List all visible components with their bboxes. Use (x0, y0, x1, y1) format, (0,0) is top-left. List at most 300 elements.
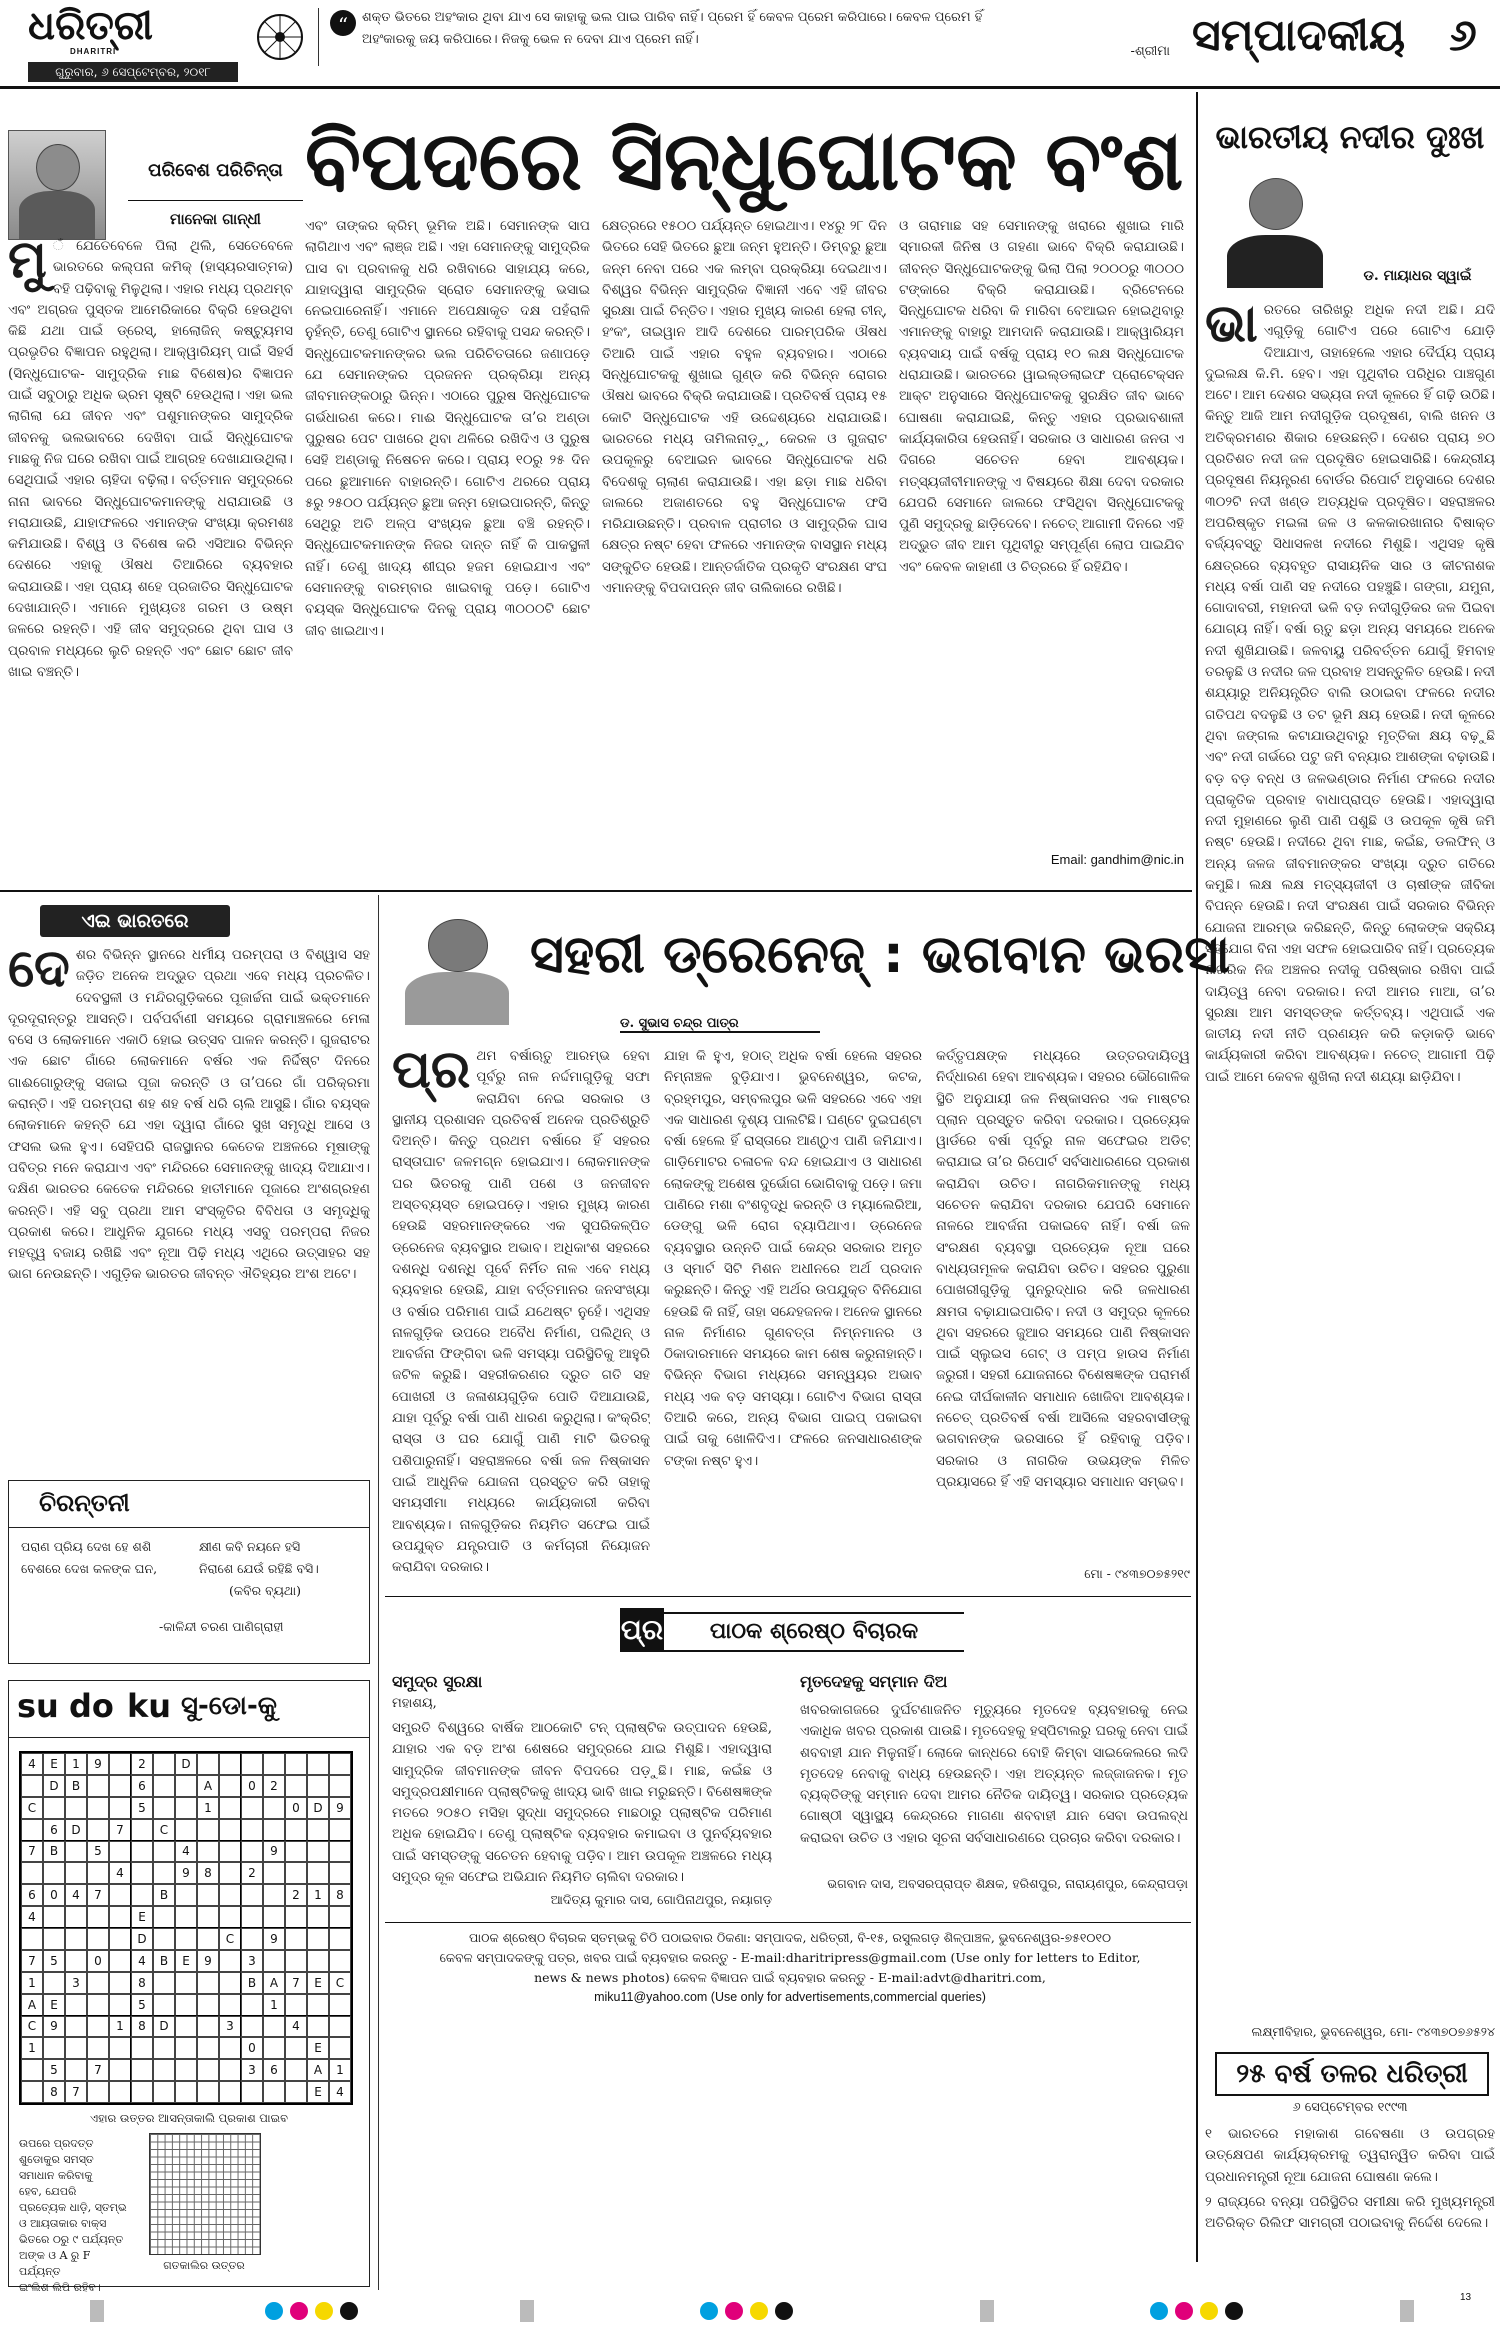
sudoku-cell[interactable] (329, 2037, 351, 2059)
sudoku-cell[interactable] (197, 2037, 219, 2059)
sudoku-cell[interactable]: C (219, 1928, 241, 1950)
sudoku-cell[interactable] (197, 1884, 219, 1906)
drainage-author: ଡ. ସୁଭାସ ଚନ୍ଦ୍ର ପାତ୍ର (620, 1016, 820, 1033)
sudoku-cell[interactable] (175, 2059, 197, 2081)
anniv-item-1-text: ୧ ଭାରତରେ ମହାକାଶ ଗବେଷଣା ଓ ଉପଗ୍ରହ ଉତ୍କ୍ଷେପଣ କାର୍ଯ୍ୟକ୍ରମକୁ ତ୍ୱରାନ୍ୱିତ କରିବା ପାଇଁ ପ୍ରଧାନମନ୍ତ୍ରୀ ନୂଆ ଯୋଜନା ଘୋଷଣା କଲେ। (1205, 2126, 1495, 2185)
sudoku-cell[interactable] (329, 1753, 351, 1775)
sudoku-cell[interactable]: 8 (131, 1972, 153, 1994)
sudoku-cell[interactable] (219, 1906, 241, 1928)
page-number: 13 (1460, 2292, 1472, 2303)
sudoku-cell[interactable] (109, 1775, 131, 1797)
sudoku-cell[interactable]: 5 (87, 1841, 109, 1863)
sudoku-cell[interactable] (307, 1928, 329, 1950)
drainage-col2-text: ଯାହା କି ହୁଏ, ହଠାତ୍ ଅଧିକ ବର୍ଷା ହେଲେ ସହରର ନିମ୍ନାଞ୍ଚଳ ବୁଡ଼ିଯାଏ। ଭୁବନେଶ୍ୱର, କଟକ, ବ୍ରହ୍ମପୁର, ସମ୍ବଲପୁର ଭଳି ସହରରେ ଏବେ ଏହା ଏକ ସାଧାରଣ ଦୃଶ୍ୟ ପାଲଟିଛି। ଘଣ୍ଟେ ଦୁଇଘଣ୍ଟା ବର୍ଷା ହେଲେ ହିଁ ରାସ୍ତାରେ ଆଣ୍ଠୁଏ ପାଣି ଜମିଯାଏ। ଗାଡ଼ିମୋଟର ଚଳାଚଳ ବନ୍ଦ ହୋଇଯାଏ ଓ ସାଧାରଣ ଲୋକଙ୍କୁ ଅଶେଷ ଦୁର୍ଭୋଗ ଭୋଗିବାକୁ ପଡ଼େ। ଜମା ପାଣିରେ ମଶା ବଂଶବୃଦ୍ଧି କରନ୍ତି ଓ ମ୍ୟାଲେରିଆ, ଡେଙ୍ଗୁ ଭଳି ରୋଗ ବ୍ୟାପିଥାଏ। ଡ୍ରେନେଜ ବ୍ୟବସ୍ଥାର ଉନ୍ନତି ପାଇଁ କେନ୍ଦ୍ର ସରକାର ଅମୃତ ଓ ସ୍ମାର୍ଟ ସିଟି ମିଶନ ଅଧୀନରେ ଅର୍ଥ ପ୍ରଦାନ କରୁଛନ୍ତି। କିନ୍ତୁ ଏହି ଅର୍ଥର ଉପଯୁକ୍ତ ବିନିଯୋଗ ହେଉଛି କି ନାହିଁ, ତାହା ସନ୍ଦେହଜନକ। ଅନେକ ସ୍ଥାନରେ ନାଳ ନିର୍ମାଣର ଗୁଣବତ୍ତା ନିମ୍ନମାନର ଓ ଠିକାଦାରମାନେ ସମୟରେ କାମ ଶେଷ କରୁନାହାନ୍ତି। ବିଭିନ୍ନ ବିଭାଗ ମଧ୍ୟରେ ସମନ୍ୱୟର ଅଭାବ ମଧ୍ୟ ଏକ ବଡ଼ ସମସ୍ୟା। ଗୋଟିଏ ବିଭାଗ ରାସ୍ତା ତିଆରି କରେ, ଅନ୍ୟ ବିଭାଗ ପାଇପ୍ ପକାଇବା ପାଇଁ ତାକୁ ଖୋଳିଦିଏ। ଫଳରେ ଜନସାଧାରଣଙ୍କ ଟଙ୍କା ନଷ୍ଟ ହୁଏ। (664, 1048, 922, 1469)
sudoku-cell[interactable]: D (175, 1753, 197, 1775)
sudoku-cell[interactable] (263, 1862, 285, 1884)
sudoku-cell[interactable] (131, 2081, 153, 2103)
sudoku-cell[interactable] (307, 1775, 329, 1797)
sudoku-cell[interactable]: A (307, 2059, 329, 2081)
ei-bharat-body (8, 945, 370, 1465)
sudoku-cell[interactable]: 4 (175, 1841, 197, 1863)
poem-right-3: (କବିର ବ୍ୟଥା) (229, 1583, 302, 1598)
sudoku-cell[interactable]: 3 (219, 2016, 241, 2038)
sudoku-cell[interactable]: B (241, 1972, 263, 1994)
sudoku-cell[interactable] (219, 1797, 241, 1819)
sudoku-cell[interactable] (219, 2081, 241, 2103)
sudoku-cell[interactable] (307, 1862, 329, 1884)
sudoku-cell[interactable] (329, 1819, 351, 1841)
sudoku-cell[interactable]: 8 (197, 1862, 219, 1884)
sudoku-cell[interactable] (219, 1972, 241, 1994)
sudoku-cell[interactable] (175, 1994, 197, 2016)
sudoku-cell[interactable] (109, 1950, 131, 1972)
sudoku-cell[interactable]: 9 (43, 2016, 65, 2038)
sudoku-cell[interactable]: 5 (43, 2059, 65, 2081)
newspaper-logo[interactable] (28, 4, 218, 52)
sudoku-cell[interactable] (153, 1862, 175, 1884)
sudoku-cell[interactable] (21, 2059, 43, 2081)
sudoku-cell[interactable] (109, 1906, 131, 1928)
letters-footer-4[interactable]: miku11@yahoo.com (Use only for advertisements,commercial queries) (594, 1990, 986, 2004)
sudoku-cell[interactable]: 9 (197, 1950, 219, 1972)
sudoku-rules (19, 2136, 129, 2296)
sudoku-cell[interactable]: B (153, 1950, 175, 1972)
sudoku-cell[interactable] (263, 1797, 285, 1819)
masthead-divider (318, 8, 319, 66)
quote-author: -ଶ୍ରୀମା (1130, 44, 1170, 59)
sudoku-cell[interactable] (307, 1841, 329, 1863)
page-folio: ୬ (1449, 10, 1477, 61)
sudoku-cell[interactable]: 2 (131, 1753, 153, 1775)
sudoku-cell[interactable] (153, 2037, 175, 2059)
poem-left-1: ପରାଣ ପ୍ରିୟ ଦେଖ ହେ ଶଶି (21, 1539, 152, 1554)
sudoku-cell[interactable] (153, 1797, 175, 1819)
sudoku-cell[interactable] (109, 2037, 131, 2059)
sudoku-cell[interactable]: 8 (43, 2081, 65, 2103)
sudoku-cell[interactable] (153, 1994, 175, 2016)
sudoku-cell[interactable]: 7 (285, 1972, 307, 1994)
sudoku-cell[interactable] (285, 1753, 307, 1775)
sudoku-cell[interactable] (87, 1797, 109, 1819)
black-swatch (340, 2302, 358, 2320)
sudoku-cell[interactable]: 5 (43, 1950, 65, 1972)
sudoku-cell[interactable] (175, 1797, 197, 1819)
sudoku-cell[interactable] (153, 1753, 175, 1775)
sudoku-cell[interactable]: D (153, 2016, 175, 2038)
sudoku-do: do (69, 1687, 114, 1725)
sudoku-cell[interactable] (153, 2059, 175, 2081)
sudoku-cell[interactable] (153, 1841, 175, 1863)
sudoku-cell[interactable] (285, 2081, 307, 2103)
sudoku-cell[interactable]: C (21, 2016, 43, 2038)
sudoku-cell[interactable]: 3 (241, 1950, 263, 1972)
sudoku-cell[interactable]: 4 (21, 1906, 43, 1928)
gray-block-2 (520, 2300, 534, 2322)
sudoku-title (9, 1681, 369, 1739)
sudoku-cell[interactable]: 6 (263, 2059, 285, 2081)
sudoku-cell[interactable] (285, 1841, 307, 1863)
quote-mark-icon: “ (330, 10, 356, 36)
sudoku-cell[interactable] (87, 1928, 109, 1950)
sudoku-cell[interactable] (285, 1994, 307, 2016)
sudoku-cell[interactable] (153, 1906, 175, 1928)
sudoku-cell[interactable] (197, 1819, 219, 1841)
sudoku-cell[interactable] (263, 1884, 285, 1906)
sudoku-cell[interactable] (175, 1906, 197, 1928)
sudoku-cell[interactable]: E (307, 2081, 329, 2103)
sudoku-cell[interactable]: 9 (87, 1753, 109, 1775)
sudoku-cell[interactable] (65, 1950, 87, 1972)
sudoku-cell[interactable]: B (43, 1841, 65, 1863)
sudoku-cell[interactable] (329, 1994, 351, 2016)
sudoku-cell[interactable] (219, 1841, 241, 1863)
sudoku-cell[interactable] (329, 1950, 351, 1972)
sudoku-cell[interactable]: E (131, 1906, 153, 1928)
poem-left-2: ବେଶରେ ଦେଖ କଳଙ୍କ ଘନ, (21, 1561, 158, 1576)
sudoku-cell[interactable]: 0 (241, 1775, 263, 1797)
sudoku-cell[interactable]: 1 (263, 1994, 285, 2016)
sudoku-cell[interactable] (241, 1906, 263, 1928)
drainage-column-3 (936, 1046, 1190, 1562)
sudoku-cell[interactable] (285, 1819, 307, 1841)
sudoku-cell[interactable] (263, 1819, 285, 1841)
ei-bharat-heading: ଏଇ ଭାରତରେ (40, 905, 230, 937)
sudoku-cell[interactable]: 0 (87, 1950, 109, 1972)
sudoku-cell[interactable] (87, 2037, 109, 2059)
author-rule (128, 200, 303, 201)
sudoku-cell[interactable]: A (21, 1994, 43, 2016)
sudoku-rule-line: ପ୍ରତ୍ୟେକ ଧାଡ଼ି, ସ୍ତମ୍ଭ (19, 2201, 127, 2214)
lead-column-3 (602, 216, 887, 886)
sudoku-rule-line: ହେବ, ଯେପରି (19, 2185, 77, 2198)
sudoku-cell[interactable] (329, 2016, 351, 2038)
sudoku-cell[interactable] (153, 1928, 175, 1950)
sudoku-cell[interactable] (175, 2081, 197, 2103)
sudoku-cell[interactable] (307, 1950, 329, 1972)
lead-column-1 (8, 236, 293, 886)
ei-bharat-text: ଶର ବିଭିନ୍ନ ସ୍ଥାନରେ ଧର୍ମୀୟ ପରମ୍ପରା ଓ ବିଶ୍ୱାସ ସହ ଜଡ଼ିତ ଅନେକ ଅଦ୍ଭୁତ ପ୍ରଥା ଏବେ ମଧ୍ୟ ପ୍ରଚଳିତ। ଦେବସ୍ଥଳୀ ଓ ମନ୍ଦିରଗୁଡ଼ିକରେ ପୂଜାର୍ଚ୍ଚନା ପାଇଁ ଭକ୍ତମାନେ ଦୂରଦୂରାନ୍ତରୁ ଆସନ୍ତି। ପର୍ବପର୍ବାଣୀ ସମୟରେ ଗ୍ରାମାଞ୍ଚଳରେ ମେଳା ବସେ ଓ ଲୋକମାନେ ଏକାଠି ହୋଇ ଉତ୍ସବ ପାଳନ କରନ୍ତି। ଗୁଜରାଟର ଏକ ଛୋଟ ଗାଁରେ ଲୋକମାନେ ବର୍ଷର ଏକ ନିର୍ଦ୍ଦିଷ୍ଟ ଦିନରେ ଗାଈଗୋରୁଙ୍କୁ ସଜାଇ ପୂଜା କରନ୍ତି ଓ ତା’ପରେ ଗାଁ ପରିକ୍ରମା କରାନ୍ତି। ଏହି ପରମ୍ପରା ଶହ ଶହ ବର୍ଷ ଧରି ଚାଲି ଆସୁଛି। ଗାଁର ବୟସ୍କ ଲୋକମାନେ କହନ୍ତି ଯେ ଏହା ଦ୍ୱାରା ଗାଁରେ ସୁଖ ସମୃଦ୍ଧି ଆସେ ଓ ଫସଲ ଭଲ ହୁଏ। ସେହିପରି ରାଜସ୍ଥାନର କେତେକ ଅଞ୍ଚଳରେ ମୂଷାଙ୍କୁ ପବିତ୍ର ମନେ କରାଯାଏ ଏବଂ ମନ୍ଦିରରେ ସେମାନଙ୍କୁ ଖାଦ୍ୟ ଦିଆଯାଏ। ଦକ୍ଷିଣ ଭାରତର କେତେକ ମନ୍ଦିରରେ ହାତୀମାନେ ପୂଜାରେ ଅଂଶଗ୍ରହଣ କରନ୍ତି। ଏହି ସବୁ ପ୍ରଥା ଆମ ସଂସ୍କୃତିର ବିବିଧତା ଓ ସମୃଦ୍ଧିକୁ ପ୍ରକାଶ କରେ। ଆଧୁନିକ ଯୁଗରେ ମଧ୍ୟ ଏସବୁ ପରମ୍ପରା ନିଜର ମହତ୍ତ୍ୱ ବଜାୟ ରଖିଛି ଏବଂ ନୂଆ ପିଢ଼ି ମଧ୍ୟ ଏଥିରେ ଉତ୍ସାହର ସହ ଭାଗ ନେଉଛନ୍ତି। ଏଗୁଡ଼ିକ ଭାରତର ଜୀବନ୍ତ ଐତିହ୍ୟର ଅଂଶ ଅଟେ। (8, 947, 370, 1283)
sudoku-cell[interactable]: A (197, 1775, 219, 1797)
sudoku-cell[interactable] (87, 1906, 109, 1928)
lead-bottom-rule (0, 890, 1192, 892)
sudoku-cell[interactable] (307, 1753, 329, 1775)
sudoku-cell[interactable] (329, 1906, 351, 1928)
sudoku-cell[interactable]: 6 (43, 1819, 65, 1841)
sudoku-cell[interactable]: 1 (197, 1797, 219, 1819)
yellow-swatch-3 (1200, 2302, 1218, 2320)
sudoku-cell[interactable]: E (307, 2037, 329, 2059)
sudoku-cell[interactable]: 1 (109, 2016, 131, 2038)
sudoku-cell[interactable] (219, 2059, 241, 2081)
sudoku-cell[interactable]: 4 (285, 2016, 307, 2038)
sudoku-cell[interactable] (87, 1775, 109, 1797)
drainage-author-photo (392, 905, 522, 1025)
sudoku-cell[interactable] (241, 1819, 263, 1841)
sudoku-cell[interactable]: D (65, 1819, 87, 1841)
sudoku-cell[interactable] (263, 2016, 285, 2038)
sudoku-cell[interactable] (109, 2059, 131, 2081)
sudoku-cell[interactable] (153, 1775, 175, 1797)
sudoku-cell[interactable] (175, 1819, 197, 1841)
sudoku-rule-line: ସମାଧାନ କରିବାକୁ (19, 2169, 93, 2182)
sudoku-cell[interactable] (219, 1862, 241, 1884)
sudoku-cell[interactable] (109, 1994, 131, 2016)
sudoku-cell[interactable]: D (43, 1775, 65, 1797)
sudoku-cell[interactable] (21, 1775, 43, 1797)
sudoku-cell[interactable] (285, 1862, 307, 1884)
sudoku-cell[interactable] (285, 1775, 307, 1797)
sudoku-cell[interactable] (65, 1862, 87, 1884)
sudoku-rule-line: ଇଂଲିଶ ଲିପି ରହିବ। (19, 2281, 101, 2294)
sudoku-cell[interactable]: 9 (263, 1841, 285, 1863)
sudoku-cell[interactable]: 7 (109, 1819, 131, 1841)
sudoku-cell[interactable] (109, 1928, 131, 1950)
sudoku-cell[interactable]: 2 (241, 1862, 263, 1884)
sudoku-cell[interactable] (131, 1841, 153, 1863)
sudoku-cell[interactable]: 1 (329, 2059, 351, 2081)
sudoku-cell[interactable]: 9 (175, 1862, 197, 1884)
sudoku-cell[interactable] (241, 1928, 263, 1950)
sudoku-cell[interactable]: 4 (109, 1862, 131, 1884)
sudoku-cell[interactable]: 7 (21, 1841, 43, 1863)
sudoku-cell[interactable]: B (153, 1884, 175, 1906)
sudoku-cell[interactable] (21, 2081, 43, 2103)
sudoku-cell[interactable] (65, 2016, 87, 2038)
sudoku-cell[interactable] (285, 1928, 307, 1950)
sudoku-cell[interactable]: 1 (21, 2037, 43, 2059)
sudoku-cell[interactable]: 1 (307, 1884, 329, 1906)
sudoku-cell[interactable]: C (21, 1797, 43, 1819)
sudoku-cell[interactable] (197, 2081, 219, 2103)
river-body-text: ରତରେ ତାରିଖରୁ ଅଧିକ ନଦୀ ଅଛି। ଯଦି ଏଗୁଡ଼ିକୁ ଗୋଟିଏ ପରେ ଗୋଟିଏ ଯୋଡ଼ି ଦିଆଯାଏ, ତାହାହେଲେ ଏହାର ଦୈର୍ଘ୍ୟ ପ୍ରାୟ ଦୁଇଲକ୍ଷ କି.ମି. ହେବ। ଏହା ପୃଥିବୀର ପରିଧିର ପାଞ୍ଚଗୁଣ ଅଟେ। ଆମ ଦେଶର ସଭ୍ୟତା ନଦୀ କୂଳରେ ହିଁ ଗଢ଼ି ଉଠିଛି। କିନ୍ତୁ ଆଜି ଆମ ନଦୀଗୁଡ଼ିକ ପ୍ରଦୂଷଣ, ବାଲି ଖନନ ଓ ଅତିକ୍ରମଣର ଶିକାର ହେଉଛନ୍ତି। ଦେଶର ପ୍ରାୟ ୭୦ ପ୍ରତିଶତ ନଦୀ ଜଳ ପ୍ରଦୂଷିତ ହୋଇସାରିଛି। କେନ୍ଦ୍ରୀୟ ପ୍ରଦୂଷଣ ନିୟନ୍ତ୍ରଣ ବୋର୍ଡର ରିପୋର୍ଟ ଅନୁସାରେ ଦେଶର ୩୦୨ଟି ନଦୀ ଖଣ୍ଡ ଅତ୍ୟଧିକ ପ୍ରଦୂଷିତ। ସହରାଞ୍ଚଳର ଅପରିଷ୍କୃତ ମଇଳା ଜଳ ଓ କଳକାରଖାନାର ବିଷାକ୍ତ ବର୍ଜ୍ୟବସ୍ତୁ ସିଧାସଳଖ ନଦୀରେ ମିଶୁଛି। ଏଥିସହ କୃଷି କ୍ଷେତ୍ରରେ ବ୍ୟବହୃତ ରାସାୟନିକ ସାର ଓ କୀଟନାଶକ ମଧ୍ୟ ବର୍ଷା ପାଣି ସହ ନଦୀରେ ପହଞ୍ଚୁଛି। ଗଙ୍ଗା, ଯମୁନା, ଗୋଦାବରୀ, ମହାନଦୀ ଭଳି ବଡ଼ ନଦୀଗୁଡ଼ିକର ଜଳ ପିଇବା ଯୋଗ୍ୟ ନାହିଁ। ବର୍ଷା ଋତୁ ଛଡ଼ା ଅନ୍ୟ ସମୟରେ ଅନେକ ନଦୀ ଶୁଖିଯାଉଛି। ଜଳବାୟୁ ପରିବର୍ତ୍ତନ ଯୋଗୁଁ ହିମବାହ ତରଳୁଛି ଓ ନଦୀର ଜଳ ପ୍ରବାହ ଅସନ୍ତୁଳିତ ହେଉଛି। ନଦୀ ଶଯ୍ୟାରୁ ଅନିୟନ୍ତ୍ରିତ ବାଲି ଉଠାଇବା ଫଳରେ ନଦୀର ଗତିପଥ ବଦଳୁଛି ଓ ତଟ ଭୂମି କ୍ଷୟ ହେଉଛି। ନଦୀ କୂଳରେ ଥିବା ଜଙ୍ଗଲ କଟାଯାଉଥିବାରୁ ମୃତ୍ତିକା କ୍ଷୟ ବଢ଼ୁଛି ଏବଂ ନଦୀ ଗର୍ଭରେ ପଟୁ ଜମି ବନ୍ୟାର ଆଶଙ୍କା ବଢ଼ାଉଛି। ବଡ଼ ବଡ଼ ବନ୍ଧ ଓ ଜଳଭଣ୍ଡାର ନିର୍ମାଣ ଫଳରେ ନଦୀର ପ୍ରାକୃତିକ ପ୍ରବାହ ବାଧାପ୍ରାପ୍ତ ହେଉଛି। ଏହାଦ୍ୱାରା ନଦୀ ମୁହାଣରେ ଲୁଣି ପାଣି ପଶୁଛି ଓ ଉପକୂଳ କୃଷି ଜମି ନଷ୍ଟ ହେଉଛି। ନଦୀରେ ଥିବା ମାଛ, କଇଁଛ, ଡଲଫିନ୍ ଓ ଅନ୍ୟ ଜଳଜ ଜୀବମାନଙ୍କର ସଂଖ୍ୟା ଦ୍ରୁତ ଗତିରେ କମୁଛି। ଲକ୍ଷ ଲକ୍ଷ ମତ୍ସ୍ୟଜୀବୀ ଓ ଚାଷୀଙ୍କ ଜୀବିକା ବିପନ୍ନ ହେଉଛି। ନଦୀ ସଂରକ୍ଷଣ ପାଇଁ ସରକାର ବିଭିନ୍ନ ଯୋଜନା ଆରମ୍ଭ କରିଛନ୍ତି, କିନ୍ତୁ ଲୋକଙ୍କ ସକ୍ରିୟ ସହଯୋଗ ବିନା ଏହା ସଫଳ ହୋଇପାରିବ ନାହିଁ। ପ୍ରତ୍ୟେକ ନାଗରିକ ନିଜ ଅଞ୍ଚଳର ନଦୀକୁ ପରିଷ୍କାର ରଖିବା ପାଇଁ ଦାୟିତ୍ୱ ନେବା ଦରକାର। ନଦୀ ଆମର ମାଆ, ତା’ର ସୁରକ୍ଷା ଆମ ସମସ୍ତଙ୍କ କର୍ତ୍ତବ୍ୟ। ଏଥିପାଇଁ ଏକ ଜାତୀୟ ନଦୀ ନୀତି ପ୍ରଣୟନ କରି କଡ଼ାକଡ଼ି ଭାବେ କାର୍ଯ୍ୟକାରୀ କରିବା ଆବଶ୍ୟକ। ନଚେତ୍ ଆଗାମୀ ପିଢ଼ି ପାଇଁ ଆମେ କେବଳ ଶୁଖିଲା ନଦୀ ଶଯ୍ୟା ଛାଡ଼ିଯିବା। (1205, 302, 1495, 1085)
ei-bharat-dropcap: ଦେ (8, 945, 70, 999)
sudoku-cell[interactable] (175, 1775, 197, 1797)
sudoku-cell[interactable]: 5 (131, 1797, 153, 1819)
sudoku-cell[interactable]: 4 (329, 2081, 351, 2103)
sudoku-cell[interactable] (219, 1819, 241, 1841)
magenta-swatch-3 (1175, 2302, 1193, 2320)
sudoku-cell[interactable] (87, 1994, 109, 2016)
sudoku-cell[interactable]: E (43, 1994, 65, 2016)
letters-footer-3[interactable]: news & news photos) କେବଳ ବିଜ୍ଞାପନ ପାଇଁ ବ୍ୟବହାର କରନ୍ତୁ - E-mail:advt@dharitri.com, (534, 1970, 1046, 1985)
sudoku-cell[interactable] (197, 2016, 219, 2038)
anniv-title: ୨୫ ବର୍ଷ ତଳର ଧରିତ୍ରୀ (1215, 2052, 1489, 2096)
river-headline: ଭାରତୀୟ ନଦୀର ଦୁଃଖ (1215, 118, 1485, 156)
sudoku-cell[interactable] (87, 2016, 109, 2038)
sudoku-cell[interactable] (153, 2081, 175, 2103)
sudoku-grid[interactable] (19, 1751, 353, 2105)
sudoku-cell[interactable]: 2 (285, 1884, 307, 1906)
sudoku-cell[interactable] (219, 1775, 241, 1797)
gray-block-1 (90, 2300, 104, 2322)
sudoku-cell[interactable] (131, 1884, 153, 1906)
sudoku-cell[interactable] (263, 2037, 285, 2059)
sudoku-cell[interactable] (109, 1884, 131, 1906)
sudoku-cell[interactable]: 6 (131, 1775, 153, 1797)
lead-col2-text: ଏବଂ ତାଙ୍କର କ୍ରିମ୍ ଭୂମିକ ଅଛି। ସେମାନଙ୍କ ସାପ ଲାଗିଥାଏ ଏବଂ ଲାଞ୍ଜ ଅଛି। ଏହା ସେମାନଙ୍କୁ ସାମୁଦ୍ରିକ ଘାସ ବା ପ୍ରବାଳକୁ ଧରି ରଖିବାରେ ସାହାଯ୍ୟ କରେ, ଯାହାଦ୍ୱାରା ସାମୁଦ୍ରିକ ସ୍ରୋତ ସେମାନଙ୍କୁ ଭସାଇ ନେଇପାରେନାହିଁ। ଏମାନେ ଅପେକ୍ଷାକୃତ ଦକ୍ଷ ପହଁରାଳି ନୁହଁନ୍ତି, ତେଣୁ ଗୋଟିଏ ସ୍ଥାନରେ ରହିବାକୁ ପସନ୍ଦ କରନ୍ତି। ସିନ୍ଧୁଘୋଟକମାନଙ୍କର ଭଲ ପରିଚିତତାରେ ଜଣାପଡ଼େ ଯେ ସେମାନଙ୍କର ପ୍ରଜନନ ପ୍ରକ୍ରିୟା ଅନ୍ୟ ଜୀବମାନଙ୍କଠାରୁ ଭିନ୍ନ। ଏଠାରେ ପୁରୁଷ ସିନ୍ଧୁଘୋଟକ ଗର୍ଭଧାରଣ କରେ। ମାଈ ସିନ୍ଧୁଘୋଟକ ତା’ର ଅଣ୍ଡା ପୁରୁଷର ପେଟ ପାଖରେ ଥିବା ଥଳିରେ ରଖିଦିଏ ଓ ପୁରୁଷ ସେହି ଅଣ୍ଡାକୁ ନିଷେଚନ କରେ। ପ୍ରାୟ ୧୦ରୁ ୨୫ ଦିନ ପରେ ଛୁଆମାନେ ବାହାରନ୍ତି। ଗୋଟିଏ ଥରରେ ପ୍ରାୟ ୫ରୁ ୨୫୦୦ ପର୍ଯ୍ୟନ୍ତ ଛୁଆ ଜନ୍ମ ହୋଇପାରନ୍ତି, କିନ୍ତୁ ସେଥିରୁ ଅତି ଅଳ୍ପ ସଂଖ୍ୟକ ଛୁଆ ବଞ୍ଚି ରହନ୍ତି। ସିନ୍ଧୁଘୋଟକମାନଙ୍କ ନିଜର ଦାନ୍ତ ନାହିଁ କି ପାକସ୍ଥଳୀ ନାହିଁ। ତେଣୁ ଖାଦ୍ୟ ଶୀଘ୍ର ହଜମ ହୋଇଯାଏ ଏବଂ ସେମାନଙ୍କୁ ବାରମ୍ବାର ଖାଇବାକୁ ପଡ଼େ। ଗୋଟିଏ ବୟସ୍କ ସିନ୍ଧୁଘୋଟକ ଦିନକୁ ପ୍ରାୟ ୩୦୦୦ଟି ଛୋଟ ଜୀବ ଖାଇଥାଏ। (305, 218, 590, 639)
sudoku-cell[interactable] (219, 2037, 241, 2059)
sudoku-cell[interactable]: D (307, 1797, 329, 1819)
river-author: ଡ. ମାୟାଧର ସ୍ୱାଇଁ (1363, 268, 1472, 284)
sudoku-cell[interactable] (307, 1906, 329, 1928)
sudoku-cell[interactable] (219, 1994, 241, 2016)
chirantani-rule (9, 1527, 369, 1528)
sudoku-cell[interactable]: 9 (263, 1928, 285, 1950)
sudoku-cell[interactable]: 4 (131, 1950, 153, 1972)
sudoku-cell[interactable]: 7 (87, 2059, 109, 2081)
sudoku-cell[interactable] (241, 1797, 263, 1819)
sudoku-cell[interactable]: 6 (21, 1884, 43, 1906)
lead-email[interactable]: Email: gandhim@nic.in (1050, 852, 1184, 867)
sudoku-cell[interactable] (109, 1797, 131, 1819)
sudoku-cell[interactable] (87, 1972, 109, 1994)
sudoku-ku: ku (127, 1687, 172, 1725)
drainage-col3-text: କର୍ତ୍ତୃପକ୍ଷଙ୍କ ମଧ୍ୟରେ ଉତ୍ତରଦାୟିତ୍ୱ ନିର୍ଦ୍ଧାରଣ ହେବା ଆବଶ୍ୟକ। ସହରର ଭୌଗୋଳିକ ସ୍ଥିତି ଅନୁଯାୟୀ ଜଳ ନିଷ୍କାସନର ଏକ ମାଷ୍ଟର ପ୍ଲାନ ପ୍ରସ୍ତୁତ କରିବା ଦରକାର। ପ୍ରତ୍ୟେକ ୱାର୍ଡରେ ବର୍ଷା ପୂର୍ବରୁ ନାଳ ସଫେଇର ଅଡିଟ୍ କରାଯାଇ ତା’ର ରିପୋର୍ଟ ସର୍ବସାଧାରଣରେ ପ୍ରକାଶ କରାଯିବା ଉଚିତ। ନାଗରିକମାନଙ୍କୁ ମଧ୍ୟ ସଚେତନ କରାଯିବା ଦରକାର ଯେପରି ସେମାନେ ନାଳରେ ଆବର୍ଜନା ପକାଇବେ ନାହିଁ। ବର୍ଷା ଜଳ ସଂରକ୍ଷଣ ବ୍ୟବସ୍ଥା ପ୍ରତ୍ୟେକ ନୂଆ ଘରେ ବାଧ୍ୟତାମୂଳକ କରାଯିବା ଉଚିତ। ସହରର ପୁରୁଣା ପୋଖରୀଗୁଡ଼ିକୁ ପୁନରୁଦ୍ଧାର କରି ଜଳଧାରଣ କ୍ଷମତା ବଢ଼ାଯାଇପାରିବ। ନଦୀ ଓ ସମୁଦ୍ର କୂଳରେ ଥିବା ସହରରେ ଜୁଆର ସମୟରେ ପାଣି ନିଷ୍କାସନ ପାଇଁ ସ୍ଲୁଇସ ଗେଟ୍ ଓ ପମ୍ପ ହାଉସ ନିର୍ମାଣ ଜରୁରୀ। ସହରୀ ଯୋଜନାରେ ବିଶେଷଜ୍ଞଙ୍କ ପରାମର୍ଶ ନେଇ ଦୀର୍ଘକାଳୀନ ସମାଧାନ ଖୋଜିବା ଆବଶ୍ୟକ। ନଚେତ୍ ପ୍ରତିବର୍ଷ ବର୍ଷା ଆସିଲେ ସହରବାସୀଙ୍କୁ ଭଗବାନଙ୍କ ଭରସାରେ ହିଁ ରହିବାକୁ ପଡ଼ିବ। ସରକାର ଓ ନାଗରିକ ଉଭୟଙ୍କ ମିଳିତ ପ୍ରୟାସରେ ହିଁ ଏହି ସମସ୍ୟାର ସମାଧାନ ସମ୍ଭବ। (936, 1048, 1190, 1490)
sudoku-cell[interactable] (87, 1862, 109, 1884)
sudoku-cell[interactable] (219, 1950, 241, 1972)
sudoku-cell[interactable]: 7 (87, 1884, 109, 1906)
sudoku-cell[interactable] (175, 2016, 197, 2038)
sudoku-cell[interactable] (43, 1928, 65, 1950)
sudoku-cell[interactable]: B (65, 1775, 87, 1797)
sudoku-cell[interactable] (109, 2081, 131, 2103)
sudoku-cell[interactable]: 7 (21, 1950, 43, 1972)
sudoku-cell[interactable] (307, 1819, 329, 1841)
sudoku-cell[interactable] (263, 1753, 285, 1775)
sudoku-cell[interactable] (109, 1841, 131, 1863)
sudoku-cell[interactable] (21, 1928, 43, 1950)
sudoku-cell[interactable]: 1 (21, 1972, 43, 1994)
sudoku-cell[interactable] (131, 2037, 153, 2059)
sudoku-cell[interactable]: 1 (65, 1753, 87, 1775)
cyan-swatch-2 (700, 2302, 718, 2320)
sudoku-cell[interactable] (197, 1928, 219, 1950)
sudoku-cell[interactable] (109, 1753, 131, 1775)
sudoku-cell[interactable] (131, 1819, 153, 1841)
sudoku-cell[interactable] (175, 2037, 197, 2059)
sudoku-cell[interactable] (43, 2037, 65, 2059)
sudoku-cell[interactable] (197, 1906, 219, 1928)
sudoku-cell[interactable] (87, 2081, 109, 2103)
sudoku-cell[interactable] (131, 1862, 153, 1884)
sudoku-cell[interactable] (263, 1950, 285, 1972)
sudoku-cell[interactable] (329, 1841, 351, 1863)
chirantani-heading: ଚିରନ୍ତନୀ (39, 1489, 130, 1517)
sudoku-cell[interactable] (65, 1841, 87, 1863)
sudoku-cell[interactable] (307, 1994, 329, 2016)
sudoku-cell[interactable]: 4 (21, 1753, 43, 1775)
sudoku-cell[interactable] (65, 1797, 87, 1819)
lead-dropcap: ମୁ (8, 236, 47, 290)
sudoku-cell[interactable] (65, 1994, 87, 2016)
cyan-swatch-3 (1150, 2302, 1168, 2320)
sudoku-cell[interactable] (241, 1841, 263, 1863)
sudoku-cell[interactable] (21, 1862, 43, 1884)
sudoku-cell[interactable] (285, 2037, 307, 2059)
sudoku-cell[interactable]: C (329, 1972, 351, 1994)
sudoku-cell[interactable] (285, 1950, 307, 1972)
sudoku-cell[interactable] (153, 1972, 175, 1994)
sudoku-cell[interactable] (175, 1884, 197, 1906)
sudoku-cell[interactable] (175, 1928, 197, 1950)
sudoku-cell[interactable] (131, 2059, 153, 2081)
sudoku-cell[interactable] (219, 1753, 241, 1775)
sudoku-cell[interactable] (285, 2059, 307, 2081)
sudoku-cell[interactable] (329, 1928, 351, 1950)
sudoku-cell[interactable]: 0 (285, 1797, 307, 1819)
sudoku-cell[interactable] (219, 1884, 241, 1906)
sudoku-cell[interactable] (65, 1906, 87, 1928)
lead-right-divider (1196, 92, 1198, 2262)
sudoku-cell[interactable]: E (43, 1753, 65, 1775)
sudoku-cell[interactable] (329, 1775, 351, 1797)
sudoku-cell[interactable] (307, 2016, 329, 2038)
sudoku-cell[interactable] (197, 1753, 219, 1775)
letters-footer-2[interactable]: କେବଳ ସମ୍ପାଦକଙ୍କୁ ପତ୍ର, ଖବର ପାଇଁ ବ୍ୟବହାର କରନ୍ତୁ - E-mail:dharitripress@gmail.com (Use only for letters to Editor, (439, 1950, 1141, 1965)
sudoku-cell[interactable] (241, 1994, 263, 2016)
sudoku-cell[interactable] (87, 1819, 109, 1841)
sudoku-cell[interactable] (43, 1906, 65, 1928)
sudoku-cell[interactable] (65, 2037, 87, 2059)
sudoku-cell[interactable]: 5 (131, 1994, 153, 2016)
sudoku-cell[interactable] (175, 1972, 197, 1994)
sudoku-cell[interactable] (109, 1972, 131, 1994)
river-author-photo (1215, 168, 1335, 288)
sudoku-cell[interactable]: 4 (65, 1884, 87, 1906)
sudoku-cell[interactable] (65, 1928, 87, 1950)
sudoku-cell[interactable] (241, 1753, 263, 1775)
sudoku-cell[interactable]: E (175, 1950, 197, 1972)
sudoku-cell[interactable]: 0 (241, 2037, 263, 2059)
sudoku-cell[interactable] (197, 1972, 219, 1994)
sudoku-cell[interactable]: D (131, 1928, 153, 1950)
sudoku-cell[interactable]: 8 (131, 2016, 153, 2038)
lead-col4-text: ଓ ତାରାମାଛ ସହ ସେମାନଙ୍କୁ ଖରାରେ ଶୁଖାଇ ମାରି ସ୍ମାରକୀ ଜିନିଷ ଓ ଗହଣା ଭାବେ ବିକ୍ରି କରାଯାଉଛି। ଜୀବନ୍ତ ସିନ୍ଧୁଘୋଟକଙ୍କୁ ଭିଲା ପିଲା ୨୦୦୦ରୁ ୩୦୦୦ ଟଙ୍କାରେ ବିକ୍ରି କରାଯାଉଛି। ବ୍ରିଟେନରେ ସିନ୍ଧୁଘୋଟକ ଧରିବା କି ମାରିବା ବେଆଇନ ହୋଇଥିବାରୁ ଏମାନଙ୍କୁ ବାହାରୁ ଆମଦାନି କରାଯାଉଛି। ଆକ୍ୱାରିୟମ ବ୍ୟବସାୟ ପାଇଁ ବର୍ଷକୁ ପ୍ରାୟ ୧୦ ଲକ୍ଷ ସିନ୍ଧୁଘୋଟକ ଧରାଯାଉଛି। ଭାରତରେ ୱାଇଲ୍ଡଲାଇଫ ପ୍ରୋଟେକ୍ସନ ଆକ୍ଟ ଅନୁସାରେ ସିନ୍ଧୁଘୋଟକକୁ ସୁରକ୍ଷିତ ଜୀବ ଭାବେ ଘୋଷଣା କରାଯାଇଛି, କିନ୍ତୁ ଏହାର ପ୍ରଭାବଶାଳୀ କାର୍ଯ୍ୟକାରିତା ହେଉନାହିଁ। ସରକାର ଓ ସାଧାରଣ ଜନତା ଏ ଦିଗରେ ସଚେତନ ହେବା ଆବଶ୍ୟକ। ମତ୍ସ୍ୟଜୀବୀମାନଙ୍କୁ ଏ ବିଷୟରେ ଶିକ୍ଷା ଦେବା ଦରକାର ଯେପରି ସେମାନେ ଜାଲରେ ଫସିଥିବା ସିନ୍ଧୁଘୋଟକକୁ ପୁଣି ସମୁଦ୍ରକୁ ଛାଡ଼ିଦେବେ। ନଚେତ୍ ଆଗାମୀ ଦିନରେ ଏହି ଅଦ୍ଭୁତ ଜୀବ ଆମ ପୃଥିବୀରୁ ସମ୍ପୂର୍ଣ୍ଣ ଲୋପ ପାଇଯିବ ଏବଂ କେବଳ କାହାଣୀ ଓ ଚିତ୍ରରେ ହିଁ ରହିଯିବ। (899, 218, 1184, 575)
sudoku-cell[interactable] (65, 2059, 87, 2081)
sudoku-cell[interactable] (21, 1819, 43, 1841)
sudoku-cell[interactable] (43, 1797, 65, 1819)
sudoku-cell[interactable]: 2 (263, 1775, 285, 1797)
drainage-headline: ସହରୀ ଡ୍ରେନେଜ୍ : ଭଗବାନ ଭରସା (530, 925, 1231, 985)
sudoku-cell[interactable] (241, 2081, 263, 2103)
sudoku-cell[interactable]: 7 (65, 2081, 87, 2103)
sudoku-cell[interactable] (285, 1906, 307, 1928)
sudoku-cell[interactable] (197, 1841, 219, 1863)
sudoku-cell[interactable]: A (263, 1972, 285, 1994)
quote-line-1: ଶକ୍ତ ଭିତରେ ଅହଂକାର ଥିବା ଯାଏ ସେ କାହାକୁ ଭଲ ପାଇ ପାରିବ ନାହିଁ। ପ୍ରେମ ହିଁ କେବଳ ପ୍ରେମ କରିପାରେ। କେବଳ ପ୍ରେମ ହିଁ (362, 10, 983, 25)
sudoku-cell[interactable] (263, 2081, 285, 2103)
sudoku-cell[interactable] (197, 2059, 219, 2081)
sudoku-cell[interactable]: 3 (241, 2059, 263, 2081)
letter-1-author: ଆଦିତ୍ୟ କୁମାର ଦାସ, ଗୋପିନାଥପୁର, ନୟାଗଡ଼ (550, 1892, 772, 1907)
sudoku-cell[interactable] (43, 1862, 65, 1884)
sudoku-cell[interactable] (241, 2016, 263, 2038)
sudoku-cell[interactable]: 9 (329, 1797, 351, 1819)
sudoku-cell[interactable] (43, 1972, 65, 1994)
sudoku-cell[interactable]: 8 (329, 1884, 351, 1906)
sudoku-cell[interactable]: C (153, 1819, 175, 1841)
logo-text: ଧରିତ୍ରୀ (28, 3, 153, 49)
sudoku-cell[interactable]: E (307, 1972, 329, 1994)
sudoku-cell[interactable]: 0 (43, 1884, 65, 1906)
sudoku-cell[interactable] (241, 1884, 263, 1906)
sudoku-cell[interactable]: 3 (65, 1972, 87, 1994)
sudoku-cell[interactable] (197, 1994, 219, 2016)
sudoku-cell[interactable] (329, 1862, 351, 1884)
sudoku-cell[interactable] (263, 1906, 285, 1928)
prev-answer-label: ଗତକାଲିର ଉତ୍ତର (163, 2259, 245, 2272)
chirantani-box (8, 1480, 370, 1664)
